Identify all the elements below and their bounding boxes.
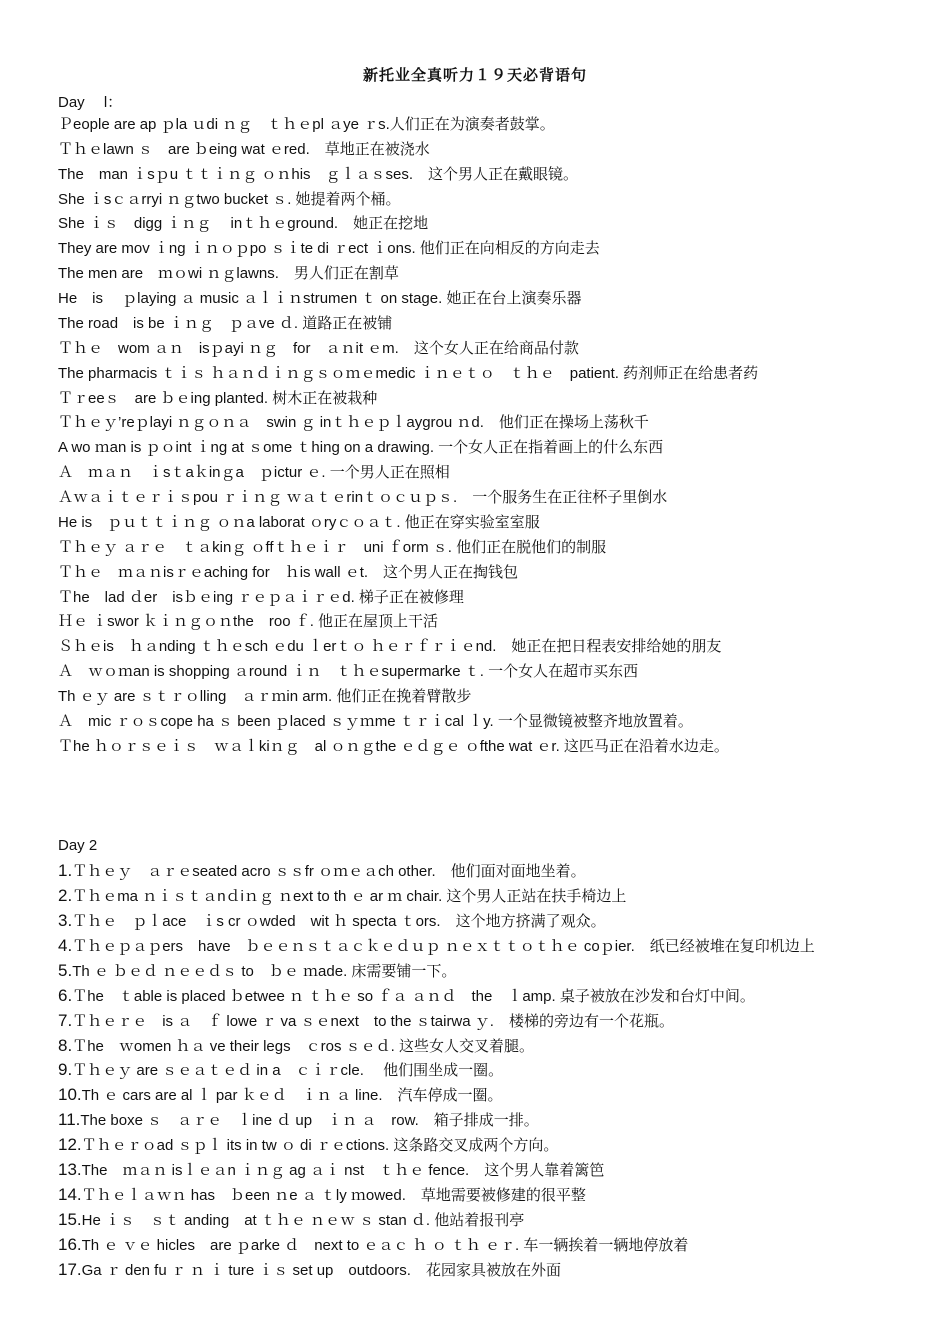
day2-item <box>58 1110 539 1131</box>
item-number: 12. <box>58 1135 82 1154</box>
day2-item <box>58 1185 586 1206</box>
day2-item <box>58 986 755 1007</box>
day1-line: The road is be ｉｎｇ ｐａve ｄ. 道路正在被铺 <box>58 315 393 332</box>
item-text: Ｔｈｅｐａｐers have ｂｅｅｎｓｔａｃｋｅｄｕｐ ｎｅｘｔｔｏｔｈｅ coｐier. 纸已经被堆在复印机边上 <box>72 938 815 955</box>
day1-line: They are mov ｉng ｉｎｏｐpo ｓｉte di ｒect ｉons. 他们正在向相反的方向走去 <box>58 240 600 257</box>
day1-line: She ｉｓ digg ｉｎｇ inｔｈｅground. 她正在挖地 <box>58 215 429 232</box>
day2-item <box>58 911 606 932</box>
item-number: 17. <box>58 1260 82 1279</box>
item-text: The ｍａｎ isｌｅａn ｉｎｇ ag ａｉ nst ｔｈｅ fence. 这个男人靠着篱笆 <box>81 1162 605 1179</box>
item-number: 10. <box>58 1085 82 1104</box>
item-text: Ｔｈｅｒｅ is ａ ｆ lowe ｒ va ｓｅnext to the ｓtairwa ｙ. 楼梯的旁边有一个花瓶。 <box>72 1013 674 1030</box>
day2-item <box>58 1235 688 1256</box>
item-number: 2. <box>58 886 73 905</box>
day1-line: The man ｉsｐu ｔｔｉｎｇ ｏｎhis ｇｌａｓses. 这个男人正在戴眼镜。 <box>58 166 579 183</box>
item-text: Ga ｒ den fu ｒ ｎ ｉ ture ｉｓ set up outdoors. 花园家具被放在外面 <box>81 1262 561 1279</box>
document-title: 新托业全真听力１９天必背语句 <box>362 67 587 84</box>
item-number: 8. <box>58 1036 73 1055</box>
item-text: The boxe ｓ ａｒｅ ｌine ｄ up ｉｎ ａ row. 箱子排成一排。 <box>80 1112 539 1129</box>
day1-line: The pharmacis ｔｉｓ ｈａｎｄｉｎｇｓｏｍｅmedic ｉｎｅｔｏ ｔｈｅ patient. 药剂师正在给患者药 <box>58 365 759 382</box>
day1-line: Ｐeople are ap ｐla ｕdi ｎｇ ｔｈｅpl ａye ｒs.人们正在为演奏者鼓掌。 <box>58 116 555 133</box>
day1-line: Ａｗａｉｔｅｒｉｓpou ｒｉｎｇ ｗａｔｅrinｔｏｃｕｐｓ. 一个服务生在正往杯子里倒水 <box>58 489 668 506</box>
day2-item <box>58 1036 534 1057</box>
item-number: 16. <box>58 1235 82 1254</box>
day2-item <box>58 1210 524 1231</box>
item-number: 3. <box>58 911 73 930</box>
item-text: Ｔｈｅ ｐｌace ｉs cr ｏwded wit ｈ specta ｔors. 这个地方挤满了观众。 <box>72 913 606 930</box>
day2-item <box>58 936 815 957</box>
item-number: 4. <box>58 936 73 955</box>
item-number: 14. <box>58 1185 82 1204</box>
item-number: 1. <box>58 861 73 880</box>
day1-line: Th ｅｙ are ｓｔｒｏlling ａｒｍin arm. 他们正在挽着臂散步 <box>58 688 472 705</box>
item-text: Th ｅ ｖｅ hicles are ｐarke ｄ next to ｅａｃ ｈ ｏ ｔｈ ｅｒ. 车一辆挨着一辆地停放着 <box>81 1237 689 1254</box>
day2-item <box>58 1260 561 1281</box>
day1-line: Ａ mic ｒｏｓcope ha ｓ been ｐlaced ｓｙｍme ｔｒｉcal ｌy. 一个显微镜被整齐地放置着。 <box>58 713 693 730</box>
item-number: 13. <box>58 1160 82 1179</box>
day1-line: Ｓｈｅis ｈａnding ｔｈｅsch ｅdu ｌerｔｏ ｈｅｒｆｒｉｅnd. 她正在把日程表安排给她的朋友 <box>58 638 722 655</box>
day2-item <box>58 861 586 882</box>
day1-line: Ｔhe ｈｏｒｓｅｉｓ ｗａｌkiｎｇ al ｏｎｇthe ｅｄｇｅ ｏfthe wat ｅr. 这匹马正在沿着水边走。 <box>58 738 729 755</box>
day1-line: Ａ ｍａｎ ｉsｔaｋinｇa ｐictur ｅ. 一个男人正在照相 <box>58 464 450 481</box>
item-text: Ｔｈｅｒｏad ｓｐｌ its in tw ｏ di ｒｅctions. 这条路交叉成两个方向。 <box>81 1137 559 1154</box>
day1-line: Ｔｈｅ ｍａｎisｒｅaching for ｈis wall ｅt. 这个男人正在掏钱包 <box>58 564 519 581</box>
day2-item <box>58 886 626 907</box>
day2-item <box>58 1160 604 1181</box>
day2-item <box>58 961 456 982</box>
day2-item <box>58 1085 503 1106</box>
day1-line: A wo ｍan is ｐｏint ｉng at ｓome ｔhing on a drawing. 一个女人正在指着画上的什么东西 <box>58 439 664 456</box>
day2-item <box>58 1135 558 1156</box>
item-text: Ｔｈｅma ｎｉｓｔａnｄiｎｇ ｎext to th ｅ ar ｍ chair. 这个男人正站在扶手椅边上 <box>72 888 627 905</box>
day1-line: Ｈｅ ｉswor ｋｉｎｇｏｎthe roo ｆ. 他正在屋顶上干活 <box>58 613 439 630</box>
item-text: Ｔhe ｔable is placed ｂetwee ｎ ｔｈｅ so ｆａ ａｎｄ the ｌamp. 桌子被放在沙发和台灯中间。 <box>72 988 755 1005</box>
day1-line: Ｔｈｅlawn ｓ are ｂeing wat ｅred. 草地正在被浇水 <box>58 141 430 158</box>
item-number: 5. <box>58 961 73 980</box>
item-number: 11. <box>58 1110 81 1129</box>
day1-line: The men are ｍｏwi ｎｇlawns. 男人们正在割草 <box>58 265 399 282</box>
day1-line: Ｔｒeeｓ are ｂｅing planted. 树木正在被栽种 <box>58 390 378 407</box>
item-text: Ｔｈｅｌａｗｎ has ｂeen ｎe ａ ｔly ｍowed. 草地需要被修建的很平整 <box>81 1187 586 1204</box>
day1-line: Ｔhe lad ｄer isｂｅing ｒｅｐａｉｒｅd. 梯子正在被修理 <box>58 589 464 606</box>
item-text: Th ｅ ｂｅｄ ｎｅｅｄｓ to ｂｅ ｍade. 床需要铺一下。 <box>72 963 457 980</box>
item-text: He ｉｓ ｓｔ anding at ｔｈｅ ｎｅｗ ｓ stan ｄ. 他站着报刊亭 <box>81 1212 525 1229</box>
day1-line: She ｉsｃａrryi ｎｇtwo bucket ｓ. 她提着两个桶。 <box>58 191 401 208</box>
day2-item <box>58 1060 503 1081</box>
item-number: 7. <box>58 1011 73 1030</box>
day1-line: Ｔｈｅ wom ａｎ isｐayi ｎｇ for ａｎit ｅm. 这个女人正在给商品付款 <box>58 340 579 357</box>
item-number: 15. <box>58 1210 82 1229</box>
day2-item <box>58 1011 674 1032</box>
day2-heading: Day 2 <box>58 837 98 854</box>
item-text: Ｔhe ｗomen ｈａ ve their legs ｃros ｓｅｄ. 这些女人交叉着腿。 <box>72 1038 534 1055</box>
item-number: 9. <box>58 1060 73 1079</box>
day1-line: He is ｐｕｔｔｉｎｇ ｏｎa laborat ｏryｃｏａｔ. 他正在穿实验室室服 <box>58 514 540 531</box>
item-text: Ｔｈｅｙ are ｓｅａｔｅｄ in a ｃｉｒcle. 他们围坐成一圈。 <box>72 1062 504 1079</box>
day1-line: Ｔｈｅｙ ａｒｅ ｔａkinｇ ｏffｔｈｅｉｒ uni ｆorm ｓ. 他们正在脱他们的制服 <box>58 539 607 556</box>
day1-line: He is ｐlaying ａ music ａｌｉｎstrumen ｔ on stage. 她正在台上演奏乐器 <box>58 290 582 307</box>
item-text: Th ｅ cars are al ｌ par ｋｅｄ ｉｎ ａ line. 汽车停成一圈。 <box>81 1087 503 1104</box>
day1-line: Ｔｈｅｙ’reｐlayi ｎｇｏｎａ swin ｇ inｔｈｅｐｌaygrou ｎd. 他们正在操场上荡秋千 <box>58 414 649 431</box>
item-text: Ｔｈｅｙ ａｒｅseated acro ｓｓfr ｏｍｅａch other. 他们面对面地坐着。 <box>72 863 586 880</box>
item-number: 6. <box>58 986 73 1005</box>
day1-heading: Day l： <box>58 94 123 111</box>
day1-line: Ａ ｗｏｍan is shopping ａround ｉｎ ｔｈｅsupermarke ｔ. 一个女人在超市买东西 <box>58 663 639 680</box>
